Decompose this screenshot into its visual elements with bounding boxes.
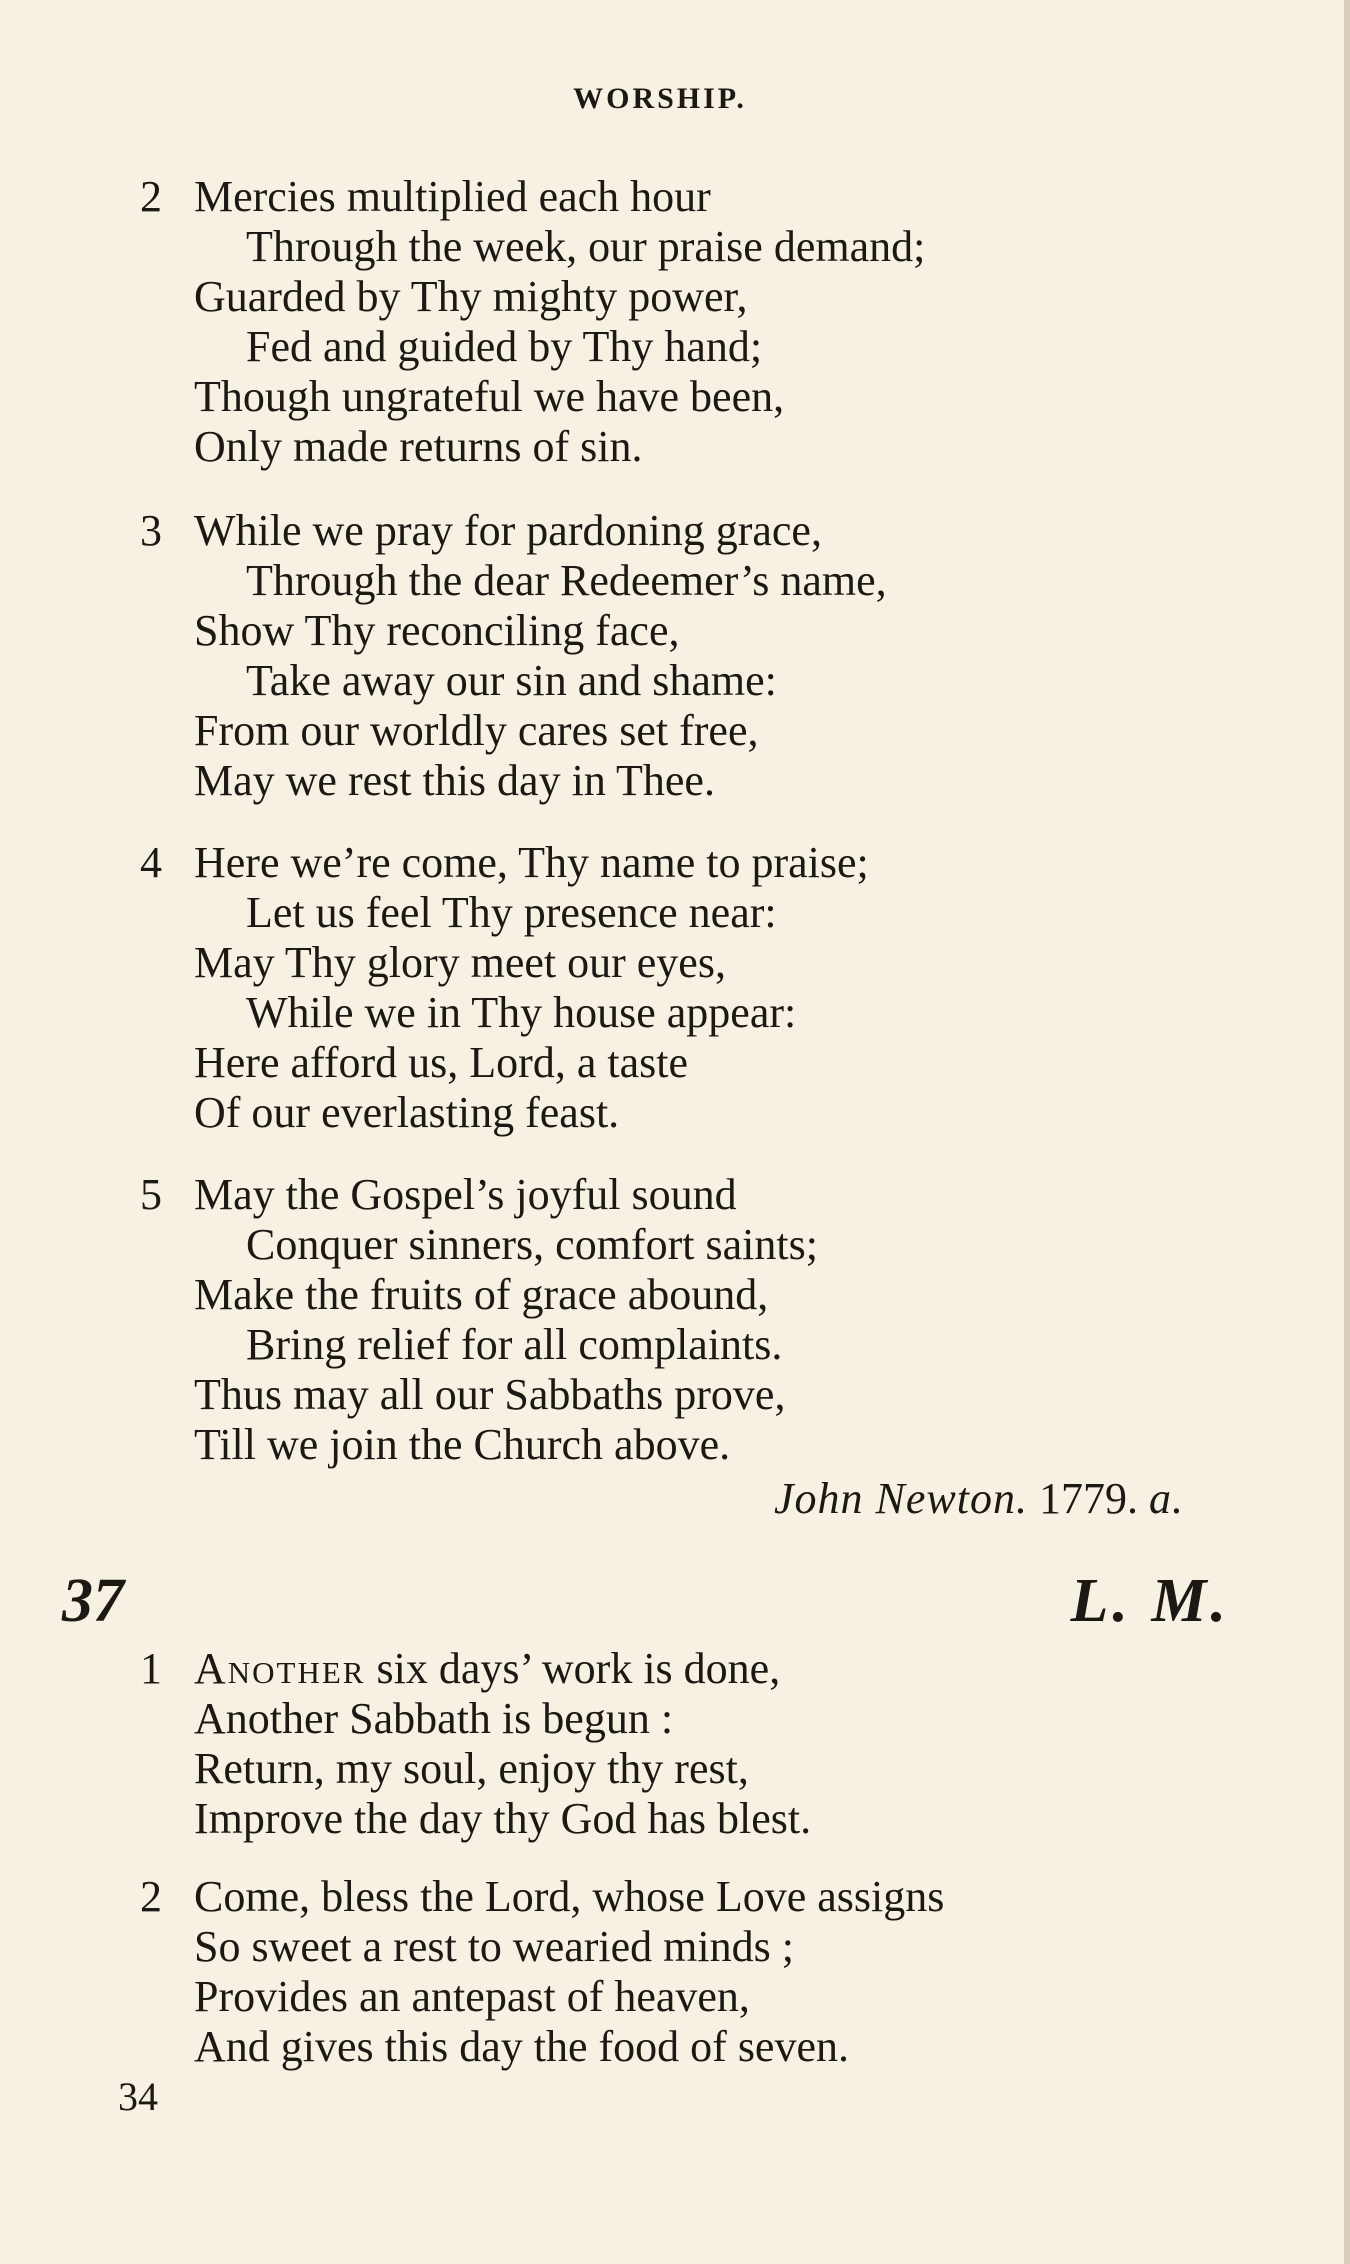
verse-line: Mercies multiplied each hour bbox=[194, 172, 711, 221]
verse-line: Come, bless the Lord, whose Love assigns bbox=[194, 1872, 945, 1921]
verse-line: Improve the day thy God has blest. bbox=[194, 1794, 812, 1843]
author-name: John Newton. bbox=[774, 1474, 1028, 1523]
stanza-number: 5 bbox=[140, 1170, 162, 1219]
hymn-number: 37 bbox=[62, 1567, 124, 1635]
verse-line: Take away our sin and shame: bbox=[246, 656, 777, 705]
verse-line: May Thy glory meet our eyes, bbox=[194, 938, 726, 987]
verse-line: And gives this day the food of seven. bbox=[194, 2022, 849, 2071]
first-word: Another bbox=[194, 1644, 366, 1693]
page-edge bbox=[1344, 0, 1350, 2264]
verse-line: Though ungrateful we have been, bbox=[194, 372, 785, 421]
verse-line: While we pray for pardoning grace, bbox=[194, 506, 822, 555]
verse-line: Till we join the Church above. bbox=[194, 1420, 731, 1469]
hymn-meter: L. M. bbox=[1070, 1567, 1230, 1635]
verse-line: Guarded by Thy mighty power, bbox=[194, 272, 748, 321]
attribution bbox=[774, 1474, 1184, 1524]
stanza-number: 3 bbox=[140, 506, 162, 555]
verse-line: Through the week, our praise demand; bbox=[246, 222, 926, 271]
verse-line: Bring relief for all complaints. bbox=[246, 1320, 783, 1369]
stanza-number: 4 bbox=[140, 838, 162, 887]
stanza-number: 2 bbox=[140, 172, 162, 221]
attribution-year: 1779. bbox=[1039, 1474, 1138, 1523]
verse-line: While we in Thy house appear: bbox=[246, 988, 797, 1037]
verse-line: Another Sabbath is begun : bbox=[194, 1694, 674, 1743]
verse-line: Return, my soul, enjoy thy rest, bbox=[194, 1744, 749, 1793]
verse-line: Here we’re come, Thy name to praise; bbox=[194, 838, 869, 887]
verse-line-rest: six days’ work is done, bbox=[376, 1644, 781, 1693]
verse-line: Only made returns of sin. bbox=[194, 422, 643, 471]
verse-line: Provides an antepast of heaven, bbox=[194, 1972, 750, 2021]
verse-line: Show Thy reconciling face, bbox=[194, 606, 680, 655]
verse-line: Thus may all our Sabbaths prove, bbox=[194, 1370, 786, 1419]
verse-line: From our worldly cares set free, bbox=[194, 706, 759, 755]
verse-line: May the Gospel’s joyful sound bbox=[194, 1170, 737, 1219]
verse-line: Conquer sinners, comfort saints; bbox=[246, 1220, 818, 1269]
stanza-number: 1 bbox=[140, 1644, 162, 1693]
verse-line: Make the fruits of grace abound, bbox=[194, 1270, 769, 1319]
verse-line: Let us feel Thy presence near: bbox=[246, 888, 777, 937]
verse-line: Here afford us, Lord, a taste bbox=[194, 1038, 688, 1087]
verse-line: Fed and guided by Thy hand; bbox=[246, 322, 763, 371]
verse-line: So sweet a rest to wearied minds ; bbox=[194, 1922, 794, 1971]
verse-line: May we rest this day in Thee. bbox=[194, 756, 715, 805]
verse-line: Through the dear Redeemer’s name, bbox=[246, 556, 887, 605]
verse-line: Of our everlasting feast. bbox=[194, 1088, 620, 1137]
running-head: WORSHIP. bbox=[573, 82, 747, 115]
verse-line bbox=[194, 1644, 780, 1694]
page-number: 34 bbox=[118, 2074, 158, 2119]
attribution-note: a. bbox=[1149, 1474, 1184, 1523]
stanza-number: 2 bbox=[140, 1872, 162, 1921]
